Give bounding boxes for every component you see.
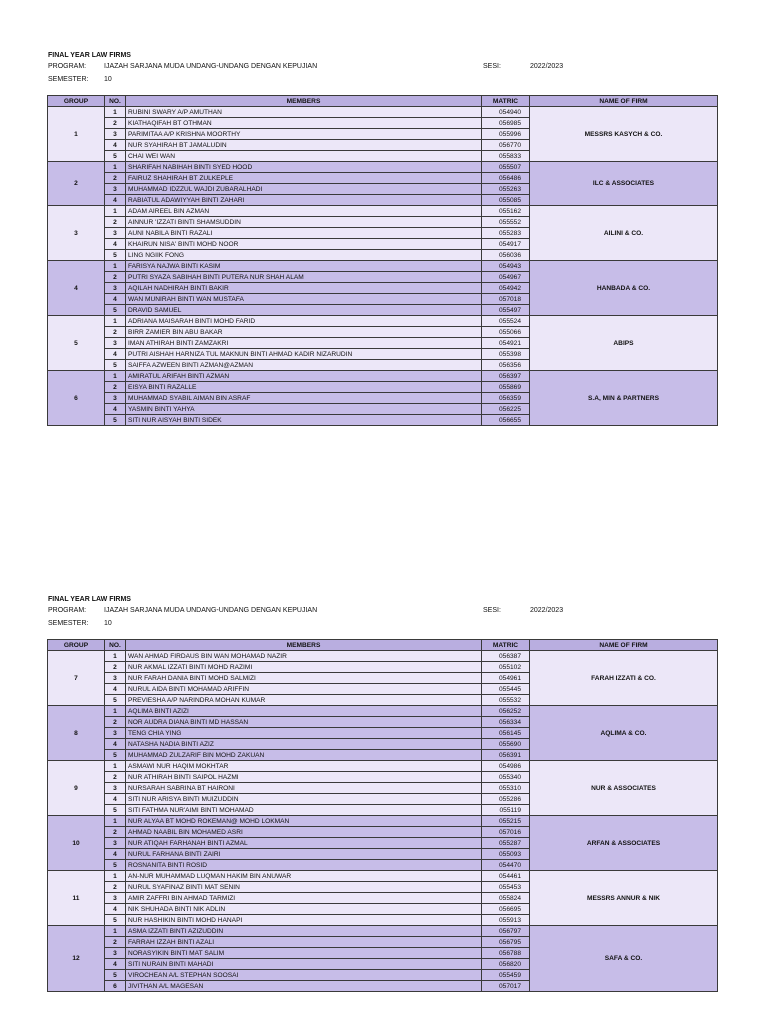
matric-cell: 055552 (482, 217, 530, 228)
sesi-label: SESI: (483, 607, 501, 614)
group-number-cell: 8 (48, 706, 105, 761)
member-name-cell: WAN AHMAD FIRDAUS BIN WAN MOHAMAD NAZIR (126, 651, 482, 662)
program-value: IJAZAH SARJANA MUDA UNDANG-UNDANG DENGAN KEPUJIAN (104, 63, 318, 70)
section-header (47, 50, 717, 95)
group-number-cell: 2 (48, 162, 105, 206)
member-no-cell: 1 (105, 871, 126, 882)
member-name-cell: NURUL AIDA BINTI MOHAMAD ARIFFIN (126, 684, 482, 695)
matric-cell: 056397 (482, 371, 530, 382)
member-name-cell: PREVIESHA A/P NARINDRA MOHAN KUMAR (126, 695, 482, 706)
column-header-matric: MATRIC (482, 96, 530, 107)
column-header-no: NO. (105, 640, 126, 651)
matric-cell: 055162 (482, 206, 530, 217)
member-no-cell: 4 (105, 739, 126, 750)
member-no-cell: 3 (105, 338, 126, 349)
matric-cell: 055524 (482, 316, 530, 327)
table-row (48, 651, 718, 662)
firm-name-cell: AQLIMA & CO. (530, 706, 718, 761)
matric-cell: 056225 (482, 404, 530, 415)
matric-cell: 056334 (482, 717, 530, 728)
member-name-cell: SITI NURAIN BINTI MAHADI (126, 959, 482, 970)
firm-name-cell: FARAH IZZATI & CO. (530, 651, 718, 706)
member-name-cell: RUBINI SWARY A/P AMUTHAN (126, 107, 482, 118)
member-no-cell: 3 (105, 184, 126, 195)
member-name-cell: ASMAWI NUR HAQIM MOKHTAR (126, 761, 482, 772)
member-name-cell: MUHAMMAD ZULZARIF BIN MOHD ZAKUAN (126, 750, 482, 761)
table-row (48, 261, 718, 272)
member-no-cell: 2 (105, 327, 126, 338)
group-number-cell: 11 (48, 871, 105, 926)
table-header (48, 640, 718, 651)
member-name-cell: FARRAH IZZAH BINTI AZALI (126, 937, 482, 948)
matric-cell: 057017 (482, 981, 530, 992)
member-name-cell: YASMIN BINTI YAHYA (126, 404, 482, 415)
matric-cell: 055532 (482, 695, 530, 706)
column-header-group: GROUP (48, 96, 105, 107)
member-no-cell: 3 (105, 129, 126, 140)
matric-cell: 055287 (482, 838, 530, 849)
matric-cell: 056788 (482, 948, 530, 959)
member-no-cell: 5 (105, 970, 126, 981)
matric-cell: 056655 (482, 415, 530, 426)
matric-cell: 055453 (482, 882, 530, 893)
member-name-cell: FAIRUZ SHAHIRAH BT ZULKEPLE (126, 173, 482, 184)
member-name-cell: SHARIFAH NABIHAH BINTI SYED HOOD (126, 162, 482, 173)
column-header-firm: NAME OF FIRM (530, 640, 718, 651)
semester-label: SEMESTER: (48, 620, 89, 627)
column-header-no: NO. (105, 96, 126, 107)
matric-cell: 055833 (482, 151, 530, 162)
member-no-cell: 1 (105, 261, 126, 272)
matric-cell: 054470 (482, 860, 530, 871)
sesi-value: 2022/2023 (530, 63, 564, 70)
matric-cell: 055286 (482, 794, 530, 805)
column-header-firm: NAME OF FIRM (530, 96, 718, 107)
matric-cell: 054461 (482, 871, 530, 882)
member-name-cell: NURUL SYAFINAZ BINTI MAT SENIN (126, 882, 482, 893)
member-no-cell: 3 (105, 948, 126, 959)
program-label: PROGRAM: (48, 63, 87, 70)
member-name-cell: JIVITHAN A/L MAGESAN (126, 981, 482, 992)
matric-cell: 054967 (482, 272, 530, 283)
matric-cell: 056770 (482, 140, 530, 151)
member-no-cell: 5 (105, 415, 126, 426)
table-header (48, 96, 718, 107)
matric-cell: 056985 (482, 118, 530, 129)
member-name-cell: NORASYIKIN BINTI MAT SALIM (126, 948, 482, 959)
table-row (48, 926, 718, 937)
matric-cell: 055066 (482, 327, 530, 338)
member-no-cell: 4 (105, 794, 126, 805)
member-name-cell: AQILAH NADHIRAH BINTI BAKIR (126, 283, 482, 294)
member-no-cell: 4 (105, 349, 126, 360)
document-title: FINAL YEAR LAW FIRMS (48, 596, 131, 603)
table-row (48, 706, 718, 717)
column-header-matric: MATRIC (482, 640, 530, 651)
matric-cell: 055445 (482, 684, 530, 695)
table-row (48, 316, 718, 327)
member-name-cell: AINNUR 'IZZATI BINTI SHAMSUDDIN (126, 217, 482, 228)
member-name-cell: MUHAMMAD SYABIL AIMAN BIN ASRAF (126, 393, 482, 404)
group-number-cell: 6 (48, 371, 105, 426)
firm-name-cell: NUR & ASSOCIATES (530, 761, 718, 816)
group-number-cell: 5 (48, 316, 105, 371)
group-number-cell: 7 (48, 651, 105, 706)
matric-cell: 057018 (482, 294, 530, 305)
matric-cell: 055824 (482, 893, 530, 904)
matric-cell: 055263 (482, 184, 530, 195)
program-value: IJAZAH SARJANA MUDA UNDANG-UNDANG DENGAN KEPUJIAN (104, 607, 318, 614)
firm-name-cell: HANBADA & CO. (530, 261, 718, 316)
member-name-cell: CHAI WEI WAN (126, 151, 482, 162)
firm-name-cell: ABIPS (530, 316, 718, 371)
member-no-cell: 3 (105, 283, 126, 294)
member-no-cell: 5 (105, 695, 126, 706)
member-name-cell: SITI FATHMA NUR'AIMI BINTI MOHAMAD (126, 805, 482, 816)
sesi-label: SESI: (483, 63, 501, 70)
member-name-cell: WAN MUNIRAH BINTI WAN MUSTAFA (126, 294, 482, 305)
column-header-members: MEMBERS (126, 640, 482, 651)
matric-cell: 055093 (482, 849, 530, 860)
member-name-cell: AMIR ZAFFRI BIN AHMAD TARMIZI (126, 893, 482, 904)
member-name-cell: VIROCHEAN A/L STEPHAN SOOSAI (126, 970, 482, 981)
matric-cell: 054942 (482, 283, 530, 294)
member-no-cell: 6 (105, 981, 126, 992)
member-no-cell: 2 (105, 937, 126, 948)
member-no-cell: 4 (105, 404, 126, 415)
matric-cell: 056391 (482, 750, 530, 761)
matric-cell: 055340 (482, 772, 530, 783)
member-name-cell: NUR FARAH DANIA BINTI MOHD SALMIZI (126, 673, 482, 684)
matric-cell: 055283 (482, 228, 530, 239)
matric-cell: 056486 (482, 173, 530, 184)
matric-cell: 054986 (482, 761, 530, 772)
member-no-cell: 5 (105, 360, 126, 371)
matric-cell: 056795 (482, 937, 530, 948)
member-name-cell: NUR SYAHIRAH BT JAMALUDIN (126, 140, 482, 151)
member-no-cell: 3 (105, 393, 126, 404)
group-number-cell: 10 (48, 816, 105, 871)
member-name-cell: NURSARAH SABRINA BT HAIRONI (126, 783, 482, 794)
section-header (47, 594, 717, 639)
table-body (48, 107, 718, 426)
member-name-cell: NOR AUDRA DIANA BINTI MD HASSAN (126, 717, 482, 728)
member-name-cell: PUTRI SYAZA SABIHAH BINTI PUTERA NUR SHAH ALAM (126, 272, 482, 283)
member-name-cell: NUR ATIQAH FARHANAH BINTI AZMAL (126, 838, 482, 849)
member-name-cell: FARISYA NAJWA BINTI KASIM (126, 261, 482, 272)
member-no-cell: 2 (105, 118, 126, 129)
member-name-cell: ROSNANITA BINTI ROSID (126, 860, 482, 871)
member-name-cell: NATASHA NADIA BINTI AZIZ (126, 739, 482, 750)
member-no-cell: 1 (105, 316, 126, 327)
member-no-cell: 4 (105, 904, 126, 915)
member-no-cell: 1 (105, 926, 126, 937)
member-no-cell: 2 (105, 827, 126, 838)
matric-cell: 055869 (482, 382, 530, 393)
member-no-cell: 5 (105, 151, 126, 162)
member-name-cell: DRAVID SAMUEL (126, 305, 482, 316)
matric-cell: 055913 (482, 915, 530, 926)
matric-cell: 056252 (482, 706, 530, 717)
table-row (48, 162, 718, 173)
member-name-cell: ASMA IZZATI BINTI AZIZUDDIN (126, 926, 482, 937)
member-no-cell: 1 (105, 761, 126, 772)
member-no-cell: 2 (105, 717, 126, 728)
member-no-cell: 1 (105, 107, 126, 118)
matric-cell: 056356 (482, 360, 530, 371)
member-name-cell: TENG CHIA YING (126, 728, 482, 739)
member-no-cell: 1 (105, 371, 126, 382)
group-number-cell: 12 (48, 926, 105, 992)
member-name-cell: AUNI NABILA BINTI RAZALI (126, 228, 482, 239)
matric-cell: 056387 (482, 651, 530, 662)
member-no-cell: 4 (105, 294, 126, 305)
member-name-cell: ADRIANA MAISARAH BINTI MOHD FARID (126, 316, 482, 327)
matric-cell: 056036 (482, 250, 530, 261)
table-row (48, 371, 718, 382)
matric-cell: 055102 (482, 662, 530, 673)
member-no-cell: 1 (105, 162, 126, 173)
group-number-cell: 9 (48, 761, 105, 816)
member-no-cell: 4 (105, 959, 126, 970)
matric-cell: 055996 (482, 129, 530, 140)
matric-cell: 056695 (482, 904, 530, 915)
group-number-cell: 3 (48, 206, 105, 261)
firm-name-cell: ARFAN & ASSOCIATES (530, 816, 718, 871)
semester-value: 10 (104, 76, 112, 83)
member-name-cell: AHMAD NAABIL BIN MOHAMED ASRI (126, 827, 482, 838)
member-name-cell: PUTRI AISHAH HARNIZA TUL MAKNUN BINTI AHMAD KADIR NIZARUDIN (126, 349, 482, 360)
semester-label: SEMESTER: (48, 76, 89, 83)
matric-cell: 055398 (482, 349, 530, 360)
member-no-cell: 4 (105, 684, 126, 695)
member-name-cell: AQLIMA BINTI AZIZI (126, 706, 482, 717)
matric-cell: 054961 (482, 673, 530, 684)
member-no-cell: 5 (105, 805, 126, 816)
member-name-cell: RABIATUL ADAWIYYAH BINTI ZAHARI (126, 195, 482, 206)
member-name-cell: NUR ATHIRAH BINTI SAIPOL HAZMI (126, 772, 482, 783)
table-row (48, 761, 718, 772)
column-header-members: MEMBERS (126, 96, 482, 107)
member-name-cell: MUHAMMAD IDZZUL WAJDI ZUBARALHADI (126, 184, 482, 195)
member-no-cell: 5 (105, 250, 126, 261)
firm-name-cell: MESSRS ANNUR & NIK (530, 871, 718, 926)
firm-name-cell: AILINI & CO. (530, 206, 718, 261)
member-no-cell: 5 (105, 750, 126, 761)
program-label: PROGRAM: (48, 607, 87, 614)
member-name-cell: BIRR ZAMIER BIN ABU BAKAR (126, 327, 482, 338)
matric-cell: 055119 (482, 805, 530, 816)
member-no-cell: 2 (105, 772, 126, 783)
firm-name-cell: ILC & ASSOCIATES (530, 162, 718, 206)
member-no-cell: 3 (105, 728, 126, 739)
firm-name-cell: SAFA & CO. (530, 926, 718, 992)
member-no-cell: 2 (105, 217, 126, 228)
member-name-cell: NUR AKMAL IZZATI BINTI MOHD RAZIMI (126, 662, 482, 673)
table-row (48, 206, 718, 217)
group-number-cell: 4 (48, 261, 105, 316)
matric-cell: 055497 (482, 305, 530, 316)
member-name-cell: AMIRATUL ARIFAH BINTI AZMAN (126, 371, 482, 382)
member-no-cell: 3 (105, 783, 126, 794)
member-name-cell: NUR ALYAA BT MOHD ROKEMAN@ MOHD LOKMAN (126, 816, 482, 827)
member-no-cell: 5 (105, 915, 126, 926)
matric-cell: 054917 (482, 239, 530, 250)
law-firms-table (47, 639, 718, 992)
member-no-cell: 2 (105, 662, 126, 673)
member-no-cell: 2 (105, 382, 126, 393)
member-name-cell: SAIFFA AZWEEN BINTI AZMAN@AZMAN (126, 360, 482, 371)
member-no-cell: 1 (105, 651, 126, 662)
matric-cell: 056145 (482, 728, 530, 739)
matric-cell: 055215 (482, 816, 530, 827)
matric-cell: 055310 (482, 783, 530, 794)
member-no-cell: 4 (105, 195, 126, 206)
member-name-cell: KHAIRUN NISA' BINTI MOHD NOOR (126, 239, 482, 250)
member-no-cell: 4 (105, 849, 126, 860)
firm-name-cell: S.A, MIN & PARTNERS (530, 371, 718, 426)
matric-cell: 054943 (482, 261, 530, 272)
matric-cell: 054921 (482, 338, 530, 349)
member-name-cell: PARIMITAA A/P KRISHNA MOORTHY (126, 129, 482, 140)
matric-cell: 056820 (482, 959, 530, 970)
member-no-cell: 3 (105, 673, 126, 684)
member-name-cell: ADAM AIREEL BIN AZMAN (126, 206, 482, 217)
member-name-cell: EISYA BINTI RAZALLE (126, 382, 482, 393)
member-no-cell: 5 (105, 860, 126, 871)
member-name-cell: SITI NUR AISYAH BINTI SIDEK (126, 415, 482, 426)
matric-cell: 054940 (482, 107, 530, 118)
member-no-cell: 4 (105, 140, 126, 151)
law-firms-section-1 (47, 50, 717, 426)
matric-cell: 055085 (482, 195, 530, 206)
law-firms-table (47, 95, 718, 426)
member-name-cell: LING NGIIK FONG (126, 250, 482, 261)
member-name-cell: AN-NUR MUHAMMAD LUQMAN HAKIM BIN ANUWAR (126, 871, 482, 882)
group-number-cell: 1 (48, 107, 105, 162)
member-no-cell: 2 (105, 173, 126, 184)
member-no-cell: 1 (105, 816, 126, 827)
firm-name-cell: MESSRS KASYCH & CO. (530, 107, 718, 162)
matric-cell: 056359 (482, 393, 530, 404)
member-no-cell: 1 (105, 706, 126, 717)
member-no-cell: 1 (105, 206, 126, 217)
member-no-cell: 3 (105, 228, 126, 239)
member-name-cell: KIATHAQIFAH BT OTHMAN (126, 118, 482, 129)
member-no-cell: 3 (105, 893, 126, 904)
member-no-cell: 5 (105, 305, 126, 316)
member-no-cell: 2 (105, 882, 126, 893)
member-name-cell: NURUL FARHANA BINTI ZAIRI (126, 849, 482, 860)
matric-cell: 055507 (482, 162, 530, 173)
member-name-cell: IMAN ATHIRAH BINTI ZAMZAKRI (126, 338, 482, 349)
law-firms-section-2 (47, 594, 717, 992)
table-body (48, 651, 718, 992)
member-no-cell: 4 (105, 239, 126, 250)
member-no-cell: 2 (105, 272, 126, 283)
matric-cell: 055690 (482, 739, 530, 750)
table-row (48, 107, 718, 118)
matric-cell: 057016 (482, 827, 530, 838)
matric-cell: 055459 (482, 970, 530, 981)
sesi-value: 2022/2023 (530, 607, 564, 614)
member-name-cell: NUR HASHIKIN BINTI MOHD HANAPI (126, 915, 482, 926)
member-no-cell: 3 (105, 838, 126, 849)
table-row (48, 871, 718, 882)
matric-cell: 056797 (482, 926, 530, 937)
table-row (48, 816, 718, 827)
document-title: FINAL YEAR LAW FIRMS (48, 52, 131, 59)
member-name-cell: SITI NUR ARISYA BINTI MUIZUDDIN (126, 794, 482, 805)
column-header-group: GROUP (48, 640, 105, 651)
semester-value: 10 (104, 620, 112, 627)
member-name-cell: NIK SHUHADA BINTI NIK ADLIN (126, 904, 482, 915)
